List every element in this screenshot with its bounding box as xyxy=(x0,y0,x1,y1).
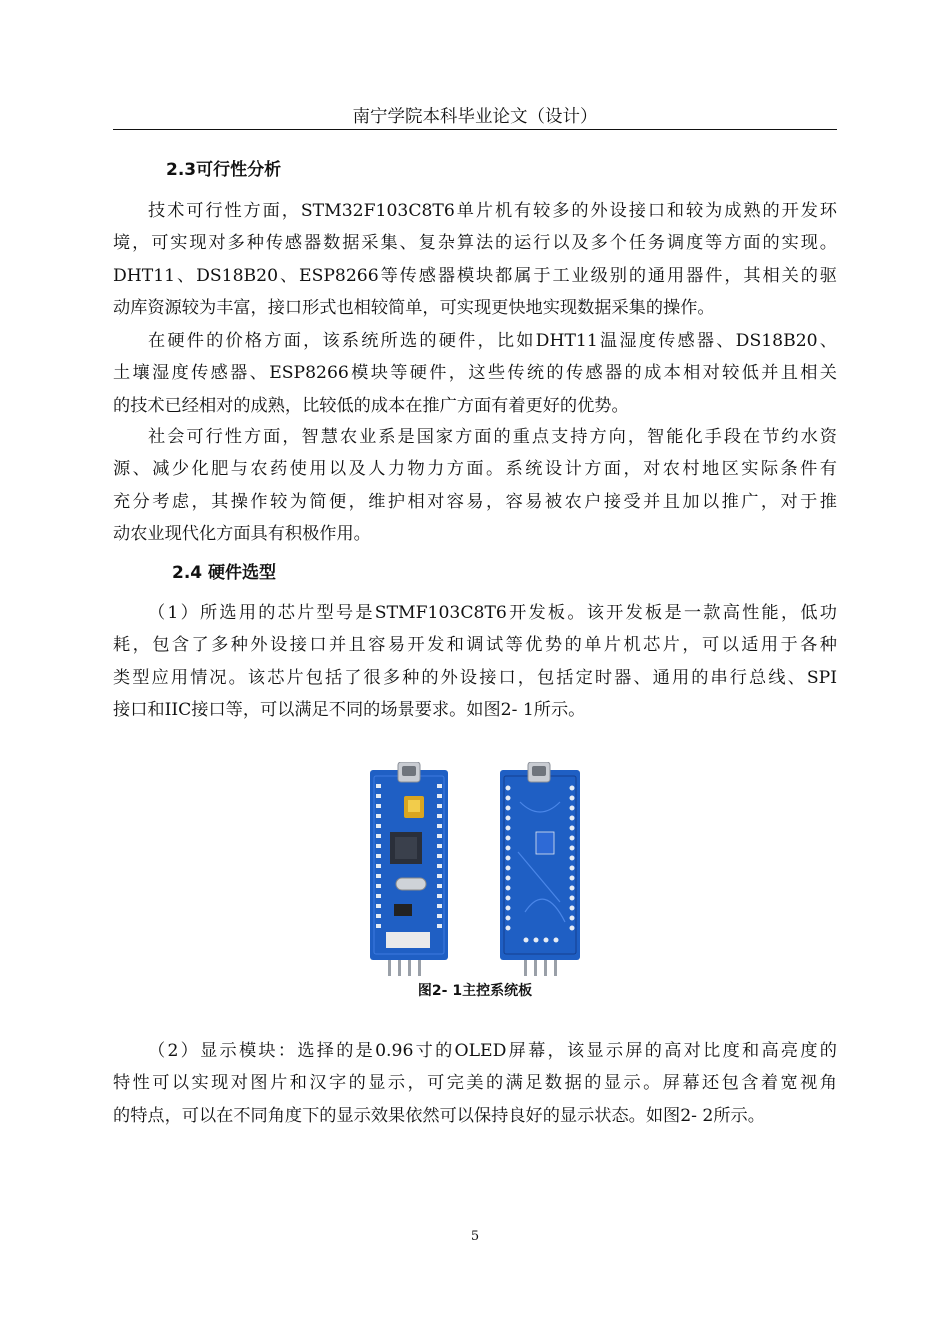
text-line: 动农业现代化方面具有积极作用。 xyxy=(113,523,371,544)
paragraph-social-feasibility xyxy=(113,421,837,550)
text-line: 社会可行性方面，智慧农业系是国家方面的重点支持方向，智能化手段在节约水资 xyxy=(148,427,837,447)
text-line: 耗，包含了多种外设接口并且容易开发和调试等优势的单片机芯片，可以适用于各种 xyxy=(113,635,837,656)
board-front-image xyxy=(370,762,448,976)
text-line: DHT11、DS18B20、ESP8266等传感器模块都属于工业级别的通用器件，其相关的驱 xyxy=(113,265,837,286)
text-line: 接口和IIC接口等，可以满足不同的场景要求。如图2- 1所示。 xyxy=(113,699,586,720)
paragraph-technical-feasibility xyxy=(113,195,837,324)
figure-stm32-board xyxy=(360,762,590,978)
text-line: 在硬件的价格方面，该系统所选的硬件，比如DHT11温湿度传感器、DS18B20、 xyxy=(148,331,837,351)
section-heading-2-3: 2.3可行性分析 xyxy=(166,160,282,180)
text-line: （1）所选用的芯片型号是STMF103C8T6开发板。该开发板是一款高性能，低功 xyxy=(148,603,837,623)
text-line: 充分考虑，其操作较为简便，维护相对容易，容易被农户接受并且加以推广，对于推 xyxy=(113,491,837,512)
text-line: 技术可行性方面，STM32F103C8T6单片机有较多的外设接口和较为成熟的开发环 xyxy=(148,201,837,221)
text-line: 境，可实现对多种传感器数据采集、复杂算法的运行以及多个任务调度等方面的实现。 xyxy=(113,233,837,254)
text-line: 土壤湿度传感器、ESP8266模块等硬件，这些传统的传感器的成本相对较低并且相关 xyxy=(113,363,837,384)
text-line: 动库资源较为丰富，接口形式也相较简单，可实现更快地实现数据采集的操作。 xyxy=(113,297,715,318)
text-line: 类型应用情况。该芯片包括了很多种的外设接口，包括定时器、通用的串行总线、SPI xyxy=(113,667,837,688)
text-line: 的特点，可以在不同角度下的显示效果依然可以保持良好的显示状态。如图2- 2所示。 xyxy=(113,1105,765,1126)
board-back-image xyxy=(500,762,580,976)
running-header: 南宁学院本科毕业论文（设计） xyxy=(352,107,598,127)
paragraph-cost-feasibility xyxy=(113,325,837,422)
text-line: 的技术已经相对的成熟，比较低的成本在推广方面有着更好的优势。 xyxy=(113,395,629,416)
text-line: （2）显示模块：选择的是0.96寸的OLED屏幕，该显示屏的高对比度和高亮度的 xyxy=(148,1041,837,1061)
section-heading-2-4: 2.4 硬件选型 xyxy=(172,563,277,583)
text-line: 源、减少化肥与农药使用以及人力物力方面。系统设计方面，对农村地区实际条件有 xyxy=(113,459,837,480)
figure-caption: 图2- 1主控系统板 xyxy=(417,983,533,999)
paragraph-mcu-selection xyxy=(113,597,837,726)
page-number: 5 xyxy=(470,1229,480,1244)
paragraph-display-module xyxy=(113,1035,837,1132)
header-rule xyxy=(113,129,837,130)
text-line: 特性可以实现对图片和汉字的显示，可完美的满足数据的显示。屏幕还包含着宽视角 xyxy=(113,1073,837,1094)
